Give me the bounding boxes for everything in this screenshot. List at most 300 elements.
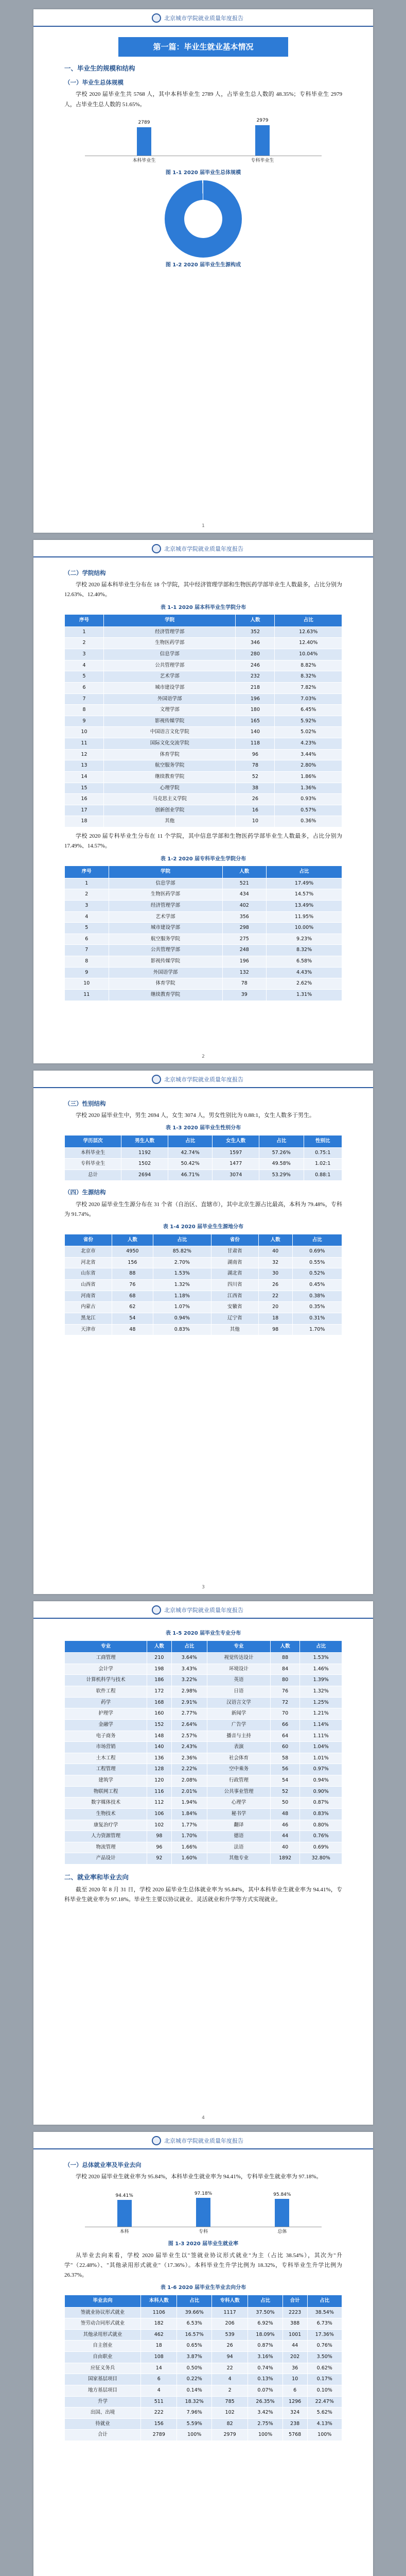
col-header: 人数 (112, 1234, 153, 1246)
table-row (65, 1170, 342, 1181)
table-row (65, 934, 342, 945)
table-cell: 1.60% (171, 1853, 207, 1865)
table-cell: 22.47% (307, 2396, 342, 2408)
page-header (33, 1071, 373, 1088)
table-cell: 402 (222, 900, 267, 911)
page-1 (33, 9, 373, 533)
table-cell: 甘肃省 (211, 1246, 258, 1258)
table-row (65, 989, 342, 1001)
table-cell: 0.88:1 (304, 1170, 342, 1181)
table-cell: 5.92% (275, 716, 342, 727)
table-cell: 0.36% (275, 816, 342, 827)
table-cell: 安徽省 (211, 1302, 258, 1313)
page-header (33, 540, 373, 557)
table-cell: 38 (236, 783, 275, 794)
table-cell: 16.57% (177, 2329, 211, 2341)
bar-label: 本科 (119, 2229, 129, 2235)
col-header: 占比 (307, 2295, 342, 2307)
table-cell: 88 (112, 1268, 153, 1280)
table-cell: 继续教育学院 (109, 989, 222, 1001)
table-cell: 翻译 (207, 1820, 271, 1831)
table-cell: 275 (222, 934, 267, 945)
table-cell: 246 (236, 660, 275, 671)
col-header: 本科人数 (141, 2295, 177, 2307)
table-cell: 186 (147, 1675, 171, 1686)
table-cell: 9 (65, 967, 109, 978)
table-cell: 0.83% (300, 1808, 342, 1820)
gender-table (64, 1135, 342, 1181)
table-cell: 6 (65, 934, 109, 945)
subsection-title: （二）学院结构 (64, 569, 106, 577)
table-row (65, 749, 342, 760)
table-cell: 100% (248, 2430, 283, 2441)
bar-group (129, 119, 160, 156)
table-cell: 湖南省 (211, 1257, 258, 1268)
page-3 (33, 1071, 373, 1594)
table-cell: 天津市 (65, 1324, 112, 1335)
table-cell: 工商管理 (65, 1653, 147, 1664)
page-header (33, 1601, 373, 1619)
table-cell: 8 (65, 705, 104, 716)
table-cell: 84 (270, 1664, 300, 1675)
table-cell: 388 (283, 2318, 307, 2330)
table-cell: 511 (141, 2396, 177, 2408)
table-cell: 0.62% (307, 2363, 342, 2374)
table-cell: 1 (65, 878, 109, 889)
table-cell: 电子商务 (65, 1731, 147, 1742)
table-cell: 2.43% (171, 1742, 207, 1753)
col-header: 占比 (168, 1135, 213, 1147)
table-cell: 10.04% (275, 649, 342, 660)
table-cell: 53.29% (259, 1170, 304, 1181)
table-caption: 表 1-2 2020 届专科毕业生学院分布 (160, 856, 246, 862)
table-cell: 248 (222, 945, 267, 956)
table-cell: 1001 (283, 2329, 307, 2341)
table-cell: 78 (222, 978, 267, 990)
table-row (65, 794, 342, 805)
table-cell: 内蒙古 (65, 1302, 112, 1313)
table-row (65, 1764, 342, 1775)
table-cell: 1.86% (275, 771, 342, 783)
table-cell: 54 (270, 1775, 300, 1787)
table-cell: 公共事业管理 (207, 1786, 271, 1798)
table-row (65, 1853, 342, 1865)
table-cell: 116 (147, 1786, 171, 1798)
table-cell: 1.31% (267, 989, 342, 1001)
col-header: 学院 (109, 866, 222, 878)
table-row (65, 1664, 342, 1675)
table-cell: 新闻学 (207, 1708, 271, 1720)
bar-value: 94.41% (115, 2193, 133, 2198)
table-cell: 7.96% (177, 2408, 211, 2419)
table-cell: 280 (236, 649, 275, 660)
table-cell: 空中乘务 (207, 1764, 271, 1775)
table-caption: 表 1-4 2020 届毕业生生源地分布 (163, 1224, 244, 1230)
paragraph: 学校 2020 届毕业生就业率为 95.84%，本科毕业生就业率为 94.41%，专科毕业生就业率为 97.18%。 (76, 2174, 322, 2180)
table-cell: 1106 (141, 2307, 177, 2318)
bar-chart (85, 2191, 322, 2227)
bar-label: 专科 (198, 2229, 208, 2235)
table-cell: 462 (141, 2329, 177, 2341)
table-cell: 18.09% (248, 2329, 283, 2341)
table-row (65, 1697, 342, 1708)
table-row (65, 716, 342, 727)
table-cell: 6 (141, 2374, 177, 2385)
table-cell: 148 (147, 1731, 171, 1742)
table-cell: 公共管理学部 (104, 660, 236, 671)
table-row (65, 1280, 342, 1291)
table-cell: 2.57% (171, 1731, 207, 1742)
table-cell: 434 (222, 889, 267, 901)
table-cell: 1.84% (171, 1808, 207, 1820)
table-cell: 3.64% (171, 1653, 207, 1664)
table-cell: 198 (147, 1664, 171, 1675)
col-header: 毕业去向 (65, 2295, 141, 2307)
table-row (65, 1313, 342, 1324)
table-cell: 河南省 (65, 1291, 112, 1302)
table-row (65, 2396, 342, 2408)
table-cell: 0.75:1 (304, 1147, 342, 1159)
table-cell: 生物医药学部 (104, 638, 236, 649)
table-cell: 3.87% (177, 2352, 211, 2363)
table-cell: 其他录用形式就业 (65, 2329, 141, 2341)
table-cell: 20 (258, 1302, 292, 1313)
table-cell: 6.45% (275, 705, 342, 716)
table-cell: 软件工程 (65, 1686, 147, 1698)
table-row (65, 911, 342, 923)
table-cell: 2789 (141, 2430, 177, 2441)
school-logo (152, 1075, 161, 1084)
table-cell: 17 (65, 805, 104, 816)
table-row (65, 2385, 342, 2396)
table-cell: 创新创业学院 (104, 805, 236, 816)
table-cell: 1.94% (171, 1798, 207, 1809)
table-cell: 38.54% (307, 2307, 342, 2318)
table-cell: 152 (147, 1719, 171, 1731)
table-cell: 艺术学部 (104, 671, 236, 683)
table-cell: 文理学部 (104, 705, 236, 716)
table-cell: 18 (65, 816, 104, 827)
table-cell: 产品设计 (65, 1853, 147, 1865)
table-cell: 0.13% (248, 2374, 283, 2385)
table-cell: 1.53% (300, 1653, 342, 1664)
table-cell: 4.23% (275, 738, 342, 750)
table-cell: 0.14% (177, 2385, 211, 2396)
table-cell: 0.76% (300, 1831, 342, 1842)
table-cell: 2979 (211, 2430, 248, 2441)
table-cell: 82 (211, 2418, 248, 2430)
table-cell: 3 (65, 649, 104, 660)
bar-chart (85, 120, 322, 156)
table-row (65, 2341, 342, 2352)
col-header: 占比 (267, 866, 342, 878)
page-number: 3 (202, 1585, 205, 1590)
table-cell: 165 (236, 716, 275, 727)
table-row (65, 1831, 342, 1842)
table-cell: 352 (236, 626, 275, 638)
table-cell: 7 (65, 945, 109, 956)
table-cell: 地方基层项目 (65, 2385, 141, 2396)
table-cell: 1.11% (300, 1731, 342, 1742)
table-cell: 6 (65, 682, 104, 693)
table-cell: 5.59% (177, 2418, 211, 2430)
table-cell: 物联网工程 (65, 1786, 147, 1798)
table-row (65, 1147, 342, 1159)
table-cell: 数字媒体技术 (65, 1798, 147, 1809)
table-cell: 5 (65, 923, 109, 934)
table-cell: 0.35% (292, 1302, 342, 1313)
col-header: 占比 (153, 1234, 211, 1246)
table-cell: 14.57% (267, 889, 342, 901)
table-row (65, 2418, 342, 2430)
table-cell: 1.53% (153, 1268, 211, 1280)
school-logo (152, 13, 161, 23)
table-cell: 102 (211, 2408, 248, 2419)
table-cell: 生物技术 (65, 1808, 147, 1820)
table-cell: 10.00% (267, 923, 342, 934)
table-row (65, 671, 342, 683)
paragraph: 学校 2020 届本科毕业生分布在 18 个学院，其中经济管理学部和生物医药学部毕业生人数最多，占比分别为 12.63%、12.40%。 (64, 582, 342, 598)
table-cell: 18.32% (177, 2396, 211, 2408)
table-cell: 0.94% (300, 1775, 342, 1787)
table-cell: 40 (270, 1842, 300, 1853)
table-cell: 3.43% (171, 1664, 207, 1675)
table-cell: 2.36% (171, 1753, 207, 1764)
table-cell: 11.95% (267, 911, 342, 923)
table-cell: 42.74% (168, 1147, 213, 1159)
table-cell: 26 (236, 794, 275, 805)
table-cell: 2.91% (171, 1697, 207, 1708)
table-cell: 206 (211, 2318, 248, 2330)
table-caption: 表 1-5 2020 届毕业生专业分布 (165, 1631, 241, 1636)
table-cell: 60 (270, 1742, 300, 1753)
subsection-title: （四）生源结构 (64, 1189, 106, 1196)
destination-table (64, 2295, 342, 2441)
table-cell: 156 (141, 2418, 177, 2430)
table-cell: 22 (258, 1291, 292, 1302)
table-cell: 1.01% (300, 1753, 342, 1764)
table-cell: 36 (283, 2363, 307, 2374)
table-cell: 2 (65, 889, 109, 901)
header-title: 北京城市学院就业质量年度报告 (164, 15, 243, 22)
table-cell: 13 (65, 760, 104, 772)
table-cell: 航空服务学院 (109, 934, 222, 945)
table-row (65, 1808, 342, 1820)
paragraph: 学校 2020 届毕业生中，男生 2694 人，女生 3074 人，男女性别比为 0.88:1，女生人数多于男生。 (76, 1112, 315, 1119)
table-cell: 112 (147, 1798, 171, 1809)
table-cell: 202 (283, 2352, 307, 2363)
table-row (65, 1719, 342, 1731)
table-cell: 会计学 (65, 1664, 147, 1675)
table-row (65, 2318, 342, 2330)
table-cell: 0.80% (300, 1820, 342, 1831)
table-cell: 39 (222, 989, 267, 1001)
col-header: 合计 (283, 2295, 307, 2307)
table-cell: 8 (65, 956, 109, 968)
table-cell: 0.38% (292, 1291, 342, 1302)
table-cell: 0.90% (300, 1786, 342, 1798)
col-header: 序号 (65, 866, 109, 878)
table-cell: 16 (236, 805, 275, 816)
table-cell: 2.22% (171, 1764, 207, 1775)
page-5 (33, 2132, 373, 2576)
table-cell: 1192 (121, 1147, 168, 1159)
table-cell: 表演 (207, 1742, 271, 1753)
table-cell: 信息学部 (109, 878, 222, 889)
table-cell: 1 (65, 626, 104, 638)
table-row (65, 956, 342, 968)
table-cell: 0.87% (248, 2341, 283, 2352)
table-cell: 计算机科学与技术 (65, 1675, 147, 1686)
paragraph: 学校 2020 届专科毕业生分布在 11 个学院，其中信息学部和生物医药学部毕业生人数最多，占比分别为 17.49%、14.57%。 (64, 833, 342, 850)
table-cell: 56 (270, 1764, 300, 1775)
table-cell: 108 (141, 2352, 177, 2363)
table-row (65, 805, 342, 816)
table-cell: 22 (211, 2363, 248, 2374)
table-cell: 山西省 (65, 1280, 112, 1291)
table-cell: 132 (222, 967, 267, 978)
table-cell: 7.03% (275, 693, 342, 705)
table-cell: 6.73% (307, 2318, 342, 2330)
table-cell: 辽宁省 (211, 1313, 258, 1324)
table-cell: 升学 (65, 2396, 141, 2408)
table-row (65, 2352, 342, 2363)
table-cell: 64 (270, 1731, 300, 1742)
table-row (65, 705, 342, 716)
col-header: 性别比 (304, 1135, 342, 1147)
table-row (65, 2430, 342, 2441)
col-header: 省份 (211, 1234, 258, 1246)
table-cell: 法语 (207, 1842, 271, 1853)
table-cell: 本科毕业生 (65, 1147, 121, 1159)
bar (137, 127, 151, 156)
table-cell: 521 (222, 878, 267, 889)
table-cell: 18 (141, 2341, 177, 2352)
page-header (33, 9, 373, 27)
table-cell: 8.32% (267, 945, 342, 956)
table-cell: 其他专业 (207, 1853, 271, 1865)
table-cell: 1.32% (300, 1686, 342, 1698)
table-cell: 70 (270, 1708, 300, 1720)
table-cell: 2 (65, 638, 104, 649)
col-header: 占比 (248, 2295, 283, 2307)
table-cell: 0.17% (307, 2374, 342, 2385)
col-header: 占比 (259, 1135, 304, 1147)
table-row (65, 626, 342, 638)
table-cell: 3.22% (171, 1675, 207, 1686)
table-row (65, 978, 342, 990)
table-row (65, 1675, 342, 1686)
table-cell: 76 (112, 1280, 153, 1291)
table-cell: 外国语学部 (104, 693, 236, 705)
table-cell: 心理学 (207, 1798, 271, 1809)
table-cell: 26 (211, 2341, 248, 2352)
table-cell: 80 (270, 1675, 300, 1686)
table-cell: 102 (147, 1820, 171, 1831)
table-cell: 康复治疗学 (65, 1820, 147, 1831)
table-cell: 0.83% (153, 1324, 211, 1335)
table-cell: 356 (222, 911, 267, 923)
table-cell: 785 (211, 2396, 248, 2408)
table-cell: 6.92% (248, 2318, 283, 2330)
table-cell: 16 (65, 794, 104, 805)
table-cell: 2.64% (171, 1719, 207, 1731)
table-cell: 52 (236, 771, 275, 783)
table-cell: 182 (141, 2318, 177, 2330)
table-cell: 210 (147, 1653, 171, 1664)
table-cell: 180 (236, 705, 275, 716)
bar (275, 2199, 289, 2227)
table-cell: 2.08% (171, 1775, 207, 1787)
paragraph: 学校 2020 届毕业生共 5768 人，其中本科毕业生 2789 人，占毕业生总人数的 48.35%；专科毕业生 2979 人，占毕业生总人数的 51.65%。 (64, 91, 342, 108)
table-cell: 12.63% (275, 626, 342, 638)
page-2 (33, 540, 373, 1063)
table-cell: 2.62% (267, 978, 342, 990)
subsection-title: （一）毕业生总体规模 (64, 79, 123, 87)
table-cell: 10 (65, 978, 109, 990)
table-caption: 表 1-6 2020 届毕业生毕业去向分布 (160, 2285, 246, 2291)
table-cell: 32.80% (300, 1853, 342, 1865)
table-cell: 26 (258, 1280, 292, 1291)
table-cell: 0.94% (153, 1313, 211, 1324)
table-cell: 26.35% (248, 2396, 283, 2408)
part-banner: 第一篇：毕业生就业基本情况 (118, 37, 288, 57)
table-cell: 江西省 (211, 1291, 258, 1302)
table-cell: 10 (236, 816, 275, 827)
col-header: 专科人数 (211, 2295, 248, 2307)
table-cell: 1.36% (275, 783, 342, 794)
table-cell: 39.66% (177, 2307, 211, 2318)
table-cell: 1117 (211, 2307, 248, 2318)
subsection-title: （三）性别结构 (64, 1100, 106, 1107)
table-cell: 4 (65, 911, 109, 923)
table-row (65, 1798, 342, 1809)
col-header: 人数 (236, 615, 275, 627)
table-cell: 英语 (207, 1675, 271, 1686)
table-cell: 2.98% (171, 1686, 207, 1698)
table-row (65, 1731, 342, 1742)
table-cell: 1.46% (300, 1664, 342, 1675)
table-cell: 76 (270, 1686, 300, 1698)
table-cell: 护理学 (65, 1708, 147, 1720)
table-cell: 17.36% (307, 2329, 342, 2341)
table-cell: 行政管理 (207, 1775, 271, 1787)
table-row (65, 1686, 342, 1698)
paragraph: 学校 2020 届毕业生生源分布在 31 个省（自治区、直辖市），其中北京生源占比最高，本科为 79.48%，专科为 91.74%。 (64, 1201, 342, 1217)
table-cell: 城市建设学部 (109, 923, 222, 934)
table-cell: 13.49% (267, 900, 342, 911)
table-cell: 49.58% (259, 1159, 304, 1170)
table-cell: 94 (211, 2352, 248, 2363)
col-header: 专业 (207, 1640, 271, 1653)
table-cell: 其他 (211, 1324, 258, 1335)
table-cell: 66 (270, 1719, 300, 1731)
table-row (65, 945, 342, 956)
table-cell: 人力资源管理 (65, 1831, 147, 1842)
table-cell: 4950 (112, 1246, 153, 1258)
bar-value: 2789 (138, 120, 150, 125)
table-cell: 四川省 (211, 1280, 258, 1291)
table-cell: 17.49% (267, 878, 342, 889)
table-cell: 1296 (283, 2396, 307, 2408)
page-number: 1 (202, 523, 205, 529)
table-row (65, 1268, 342, 1280)
table-cell: 公共管理学部 (109, 945, 222, 956)
table-cell: 118 (236, 738, 275, 750)
table-cell: 其他 (104, 816, 236, 827)
table-cell: 68 (112, 1291, 153, 1302)
table-row (65, 1786, 342, 1798)
